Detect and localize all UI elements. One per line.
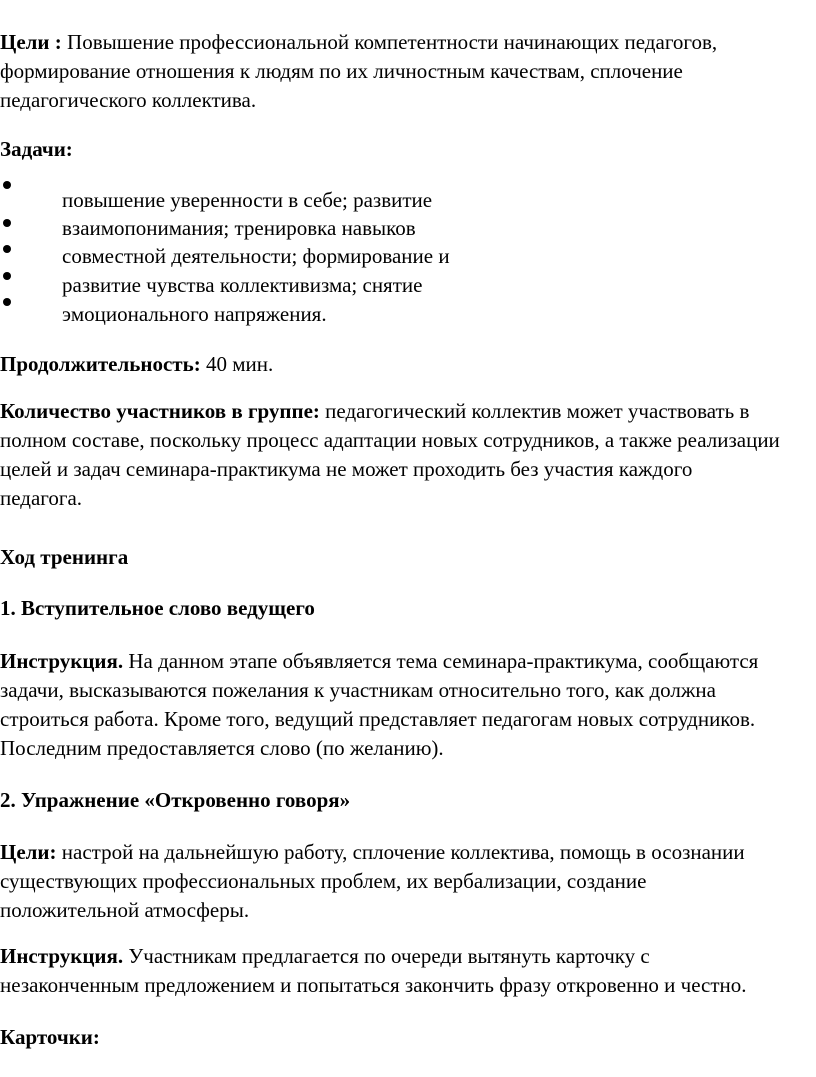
cards-label: Карточки:: [0, 1025, 100, 1049]
list-item: совместной деятельности; формирование и: [62, 244, 450, 268]
participants-line: целей и задач семинара-практикума не может проходить без участия каждого: [0, 457, 693, 481]
goals-label: Цели :: [0, 30, 62, 54]
duration-label: Продолжительность:: [0, 352, 201, 376]
duration-paragraph: [0, 350, 816, 379]
participants-paragraph: [0, 397, 816, 513]
participants-line: педагогический коллектив может участвовать в: [319, 399, 750, 423]
instruction-line: строиться работа. Кроме того, ведущий представляет педагогам новых сотрудников.: [0, 707, 756, 731]
section2-goals-label: Цели:: [0, 840, 57, 864]
list-item: развитие чувства коллективизма; снятие: [62, 273, 423, 297]
duration-value: 40 мин.: [200, 352, 274, 376]
section2-title: 2. Упражнение «Откровенно говоря»: [0, 788, 351, 812]
section2-instruction-line: незаконченным предложением и попытаться закончить фразу откровенно и честно.: [0, 973, 747, 997]
bullet-dot-icon: [3, 298, 11, 306]
bullet-dot-icon: [3, 181, 11, 189]
training-heading: [0, 543, 816, 572]
instruction-line: задачи, высказываются пожелания к участникам относительно того, как должна: [0, 678, 716, 702]
goals-line: формирование отношения к людям по их личностным качествам, сплочение: [0, 59, 683, 83]
cards-heading: [0, 1023, 816, 1052]
instruction-label: Инструкция.: [0, 649, 124, 673]
section2-instruction-label: Инструкция.: [0, 944, 124, 968]
section2-goals-line: положительной атмосферы.: [0, 898, 250, 922]
section2-goals-line: настрой на дальнейшую работу, сплочение коллектива, помощь в осознании: [56, 840, 745, 864]
list-item: эмоционального напряжения.: [62, 302, 327, 326]
training-title: Ход тренинга: [0, 545, 129, 569]
section1-instruction: [0, 647, 816, 763]
participants-line: педагога.: [0, 486, 83, 510]
goals-paragraph: [0, 28, 816, 115]
list-item: взаимопонимания; тренировка навыков: [62, 216, 416, 240]
section1-heading: [0, 594, 816, 623]
list-item: повышение уверенности в себе; развитие: [62, 188, 433, 212]
goals-line: педагогического коллектива.: [0, 88, 257, 112]
section2-heading: [0, 786, 816, 815]
goals-line: Повышение профессиональной компетентности начинающих педагогов,: [61, 30, 718, 54]
section2-instruction-line: Участникам предлагается по очереди вытянуть карточку с: [123, 944, 650, 968]
bullet-dot-icon: [3, 219, 11, 227]
instruction-line: На данном этапе объявляется тема семинара-практикума, сообщаются: [123, 649, 759, 673]
bullet-dot-icon: [3, 245, 11, 253]
section2-instruction: [0, 942, 816, 1000]
tasks-label: Задачи:: [0, 137, 73, 161]
section2-goals: [0, 838, 816, 925]
section2-goals-line: существующих профессиональных проблем, их вербализации, создание: [0, 869, 647, 893]
bullet-dot-icon: [3, 272, 11, 280]
tasks-heading: [0, 135, 816, 164]
participants-line: полном составе, поскольку процесс адаптации новых сотрудников, а также реализации: [0, 428, 780, 452]
participants-label: Количество участников в группе:: [0, 399, 320, 423]
instruction-line: Последним предоставляется слово (по желанию).: [0, 736, 444, 760]
section1-title: 1. Вступительное слово ведущего: [0, 596, 315, 620]
